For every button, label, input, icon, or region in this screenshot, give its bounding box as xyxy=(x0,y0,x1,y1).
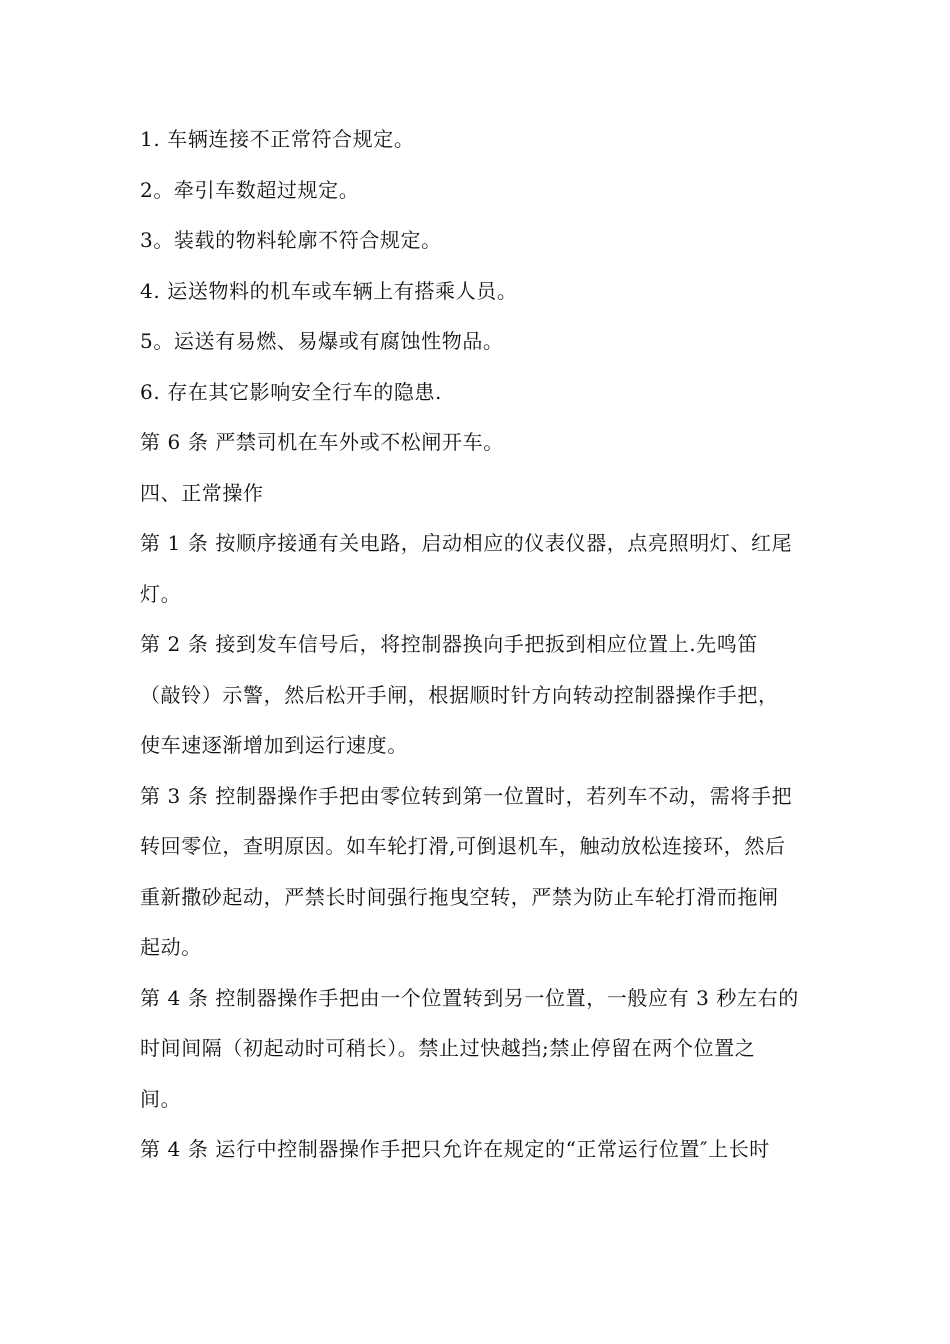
article-3-text: 第 3 条 控制器操作手把由零位转到第一位置时，若列车不动，需将手把 xyxy=(140,783,793,808)
article-3-text-continued: 起动。 xyxy=(140,935,202,959)
list-item-2: 2。牵引车数超过规定。 xyxy=(140,177,360,202)
list-item-3: 3。装载的物料轮廓不符合规定。 xyxy=(140,228,442,252)
article-4-text-continued: 时间间隔（初起动时可稍长）。禁止过快越挡;禁止停留在两个位置之 xyxy=(140,1036,756,1060)
article-4b-text: 第 4 条 运行中控制器操作手把只允许在规定的“正常运行位置″上长时 xyxy=(140,1137,770,1161)
article-2-text-continued: （敲铃）示警，然后松开手闸，根据顺时针方向转动控制器操作手把， xyxy=(140,682,779,707)
article-4-text: 第 4 条 控制器操作手把由一个位置转到另一位置，一般应有 3 秒左右的 xyxy=(140,985,799,1010)
list-item-1: 1. 车辆连接不正常符合规定。 xyxy=(140,127,415,151)
list-item-5: 5。运送有易燃、易爆或有腐蚀性物品。 xyxy=(140,329,504,353)
article-2-text-continued: 使车速逐渐增加到运行速度。 xyxy=(140,733,408,757)
section-heading-normal-operation: 四、正常操作 xyxy=(140,480,264,505)
article-1-text-continued: 灯。 xyxy=(140,581,182,606)
article-6-text: 第 6 条 严禁司机在车外或不松闸开车。 xyxy=(140,430,504,454)
article-2-text: 第 2 条 接到发车信号后，将控制器换向手把扳到相应位置上.先鸣笛 xyxy=(140,632,758,656)
list-item-4: 4. 运送物料的机车或车辆上有搭乘人员。 xyxy=(140,278,518,303)
list-item-6: 6. 存在其它影响安全行车的隐患. xyxy=(140,379,442,404)
article-4-text-continued: 间。 xyxy=(140,1086,182,1111)
document-body xyxy=(140,114,820,1175)
article-3-text-continued: 转回零位，查明原因。如车轮打滑,可倒退机车，触动放松连接环，然后 xyxy=(140,834,786,858)
article-1-text: 第 1 条 按顺序接通有关电路，启动相应的仪表仪器，点亮照明灯、红尾 xyxy=(140,531,793,555)
article-3-text-continued: 重新撒砂起动，严禁长时间强行拖曳空转，严禁为防止车轮打滑而拖闸 xyxy=(140,884,779,909)
